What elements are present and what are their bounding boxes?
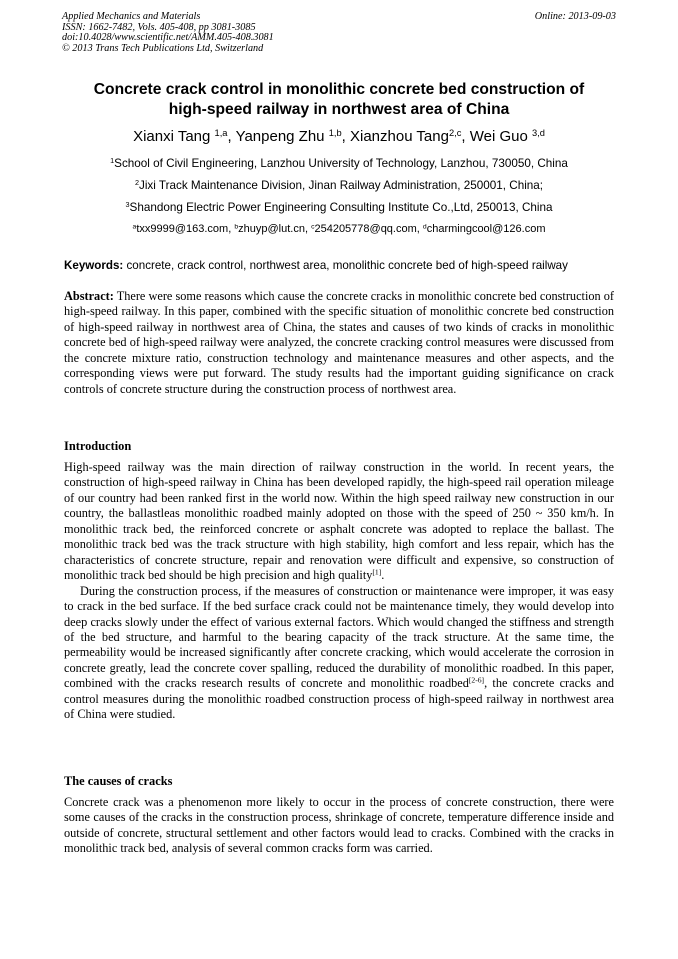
doi-line: doi:10.4028/www.scientific.net/AMM.405-408.3081 bbox=[62, 32, 274, 44]
author-name: Wei Guo bbox=[469, 128, 532, 145]
title-line-2: high-speed railway in northwest area of China bbox=[168, 101, 510, 118]
paragraph-text: High-speed railway was the main direction of railway construction in the world. In recent years, the construction of high-speed railway in China has been developed rapidly, the high-speed rail operation mileage of our country had been ranked first in the world now. Within the high speed railway new construction in our country, the ballastleas monolithic roadbed mainly adopted on those with the speed of 250 ~ 350 km/h. In monolithic track bed, the reinforced concrete or asphalt concrete was adopted to replace the ballast. The monolithic track bed was the track structure with high stability, high comfort and less repair, which has the characteristics of concrete structure, repair and renovation were difficult and expensive, so construction of monolithic track bed should be high precision and high quality bbox=[64, 460, 614, 583]
email: txx9999@163.com bbox=[136, 223, 229, 235]
journal-header bbox=[62, 12, 616, 54]
paragraph-text: , the concrete cracks and control measures during the monolithic roadbed construction process of high-speed railway in northwest area of China were studied. bbox=[64, 676, 614, 722]
keywords-label: Keywords: bbox=[64, 259, 124, 272]
affiliation-sup: 3 bbox=[125, 200, 130, 210]
introduction-paragraph-2 bbox=[64, 584, 614, 723]
author-sup: 2,c bbox=[448, 127, 462, 138]
paragraph-end: . bbox=[381, 568, 385, 583]
author-sep: , bbox=[227, 128, 236, 145]
section-heading-causes: The causes of cracks bbox=[64, 774, 173, 788]
abstract-text: There were some reasons which cause the concrete cracks in monolithic concrete bed construction of high-speed railway. In this paper, combined with the specific situation of monolithic concrete bed construction of high-speed railway in northwest area of China, the states and causes of two kinds of cracks in monolithic concrete bed of high-speed railway were analyzed, the concrete cracking control measures were discussed from the concrete mixture ratio, construction technology and maintenance measures and other aspects, and the corresponding views were put forward. The study results had the important guiding significance on crack controls of concrete structure during the construction process of northwest area. bbox=[64, 289, 614, 396]
online-date: Online: 2013-09-03 bbox=[534, 11, 616, 22]
keywords-line bbox=[64, 258, 624, 274]
email-sup: c bbox=[311, 223, 315, 231]
email: charmingcool@126.com bbox=[426, 223, 546, 235]
keywords-text: concrete, crack control, northwest area, monolithic concrete bed of high-speed railway bbox=[123, 259, 568, 272]
citation-ref: [1] bbox=[372, 567, 382, 577]
affiliation-2 bbox=[62, 178, 616, 193]
affiliation-text: Shandong Electric Power Engineering Consulting Institute Co.,Ltd, 250013, China bbox=[129, 201, 553, 214]
email-sep: , bbox=[304, 223, 312, 235]
introduction-paragraph-1 bbox=[64, 460, 614, 584]
email-sup: a bbox=[132, 223, 137, 231]
journal-name: Applied Mechanics and Materials bbox=[62, 11, 201, 22]
affiliation-sup: 2 bbox=[134, 178, 139, 188]
author-sup: 1,a bbox=[214, 127, 228, 138]
title-line-1: Concrete crack control in monolithic concrete bed construction of bbox=[93, 81, 585, 98]
author-name: Xianzhou Tang bbox=[349, 128, 449, 145]
abstract-paragraph bbox=[64, 289, 614, 397]
abstract bbox=[64, 289, 614, 397]
email-list bbox=[62, 222, 616, 237]
author-sep: , bbox=[461, 128, 470, 145]
affiliation-1 bbox=[62, 156, 616, 171]
introduction-body bbox=[64, 460, 614, 723]
paper-title bbox=[62, 80, 616, 120]
affiliation-text: School of Civil Engineering, Lanzhou University of Technology, Lanzhou, 730050, China bbox=[114, 157, 568, 170]
email-sep: , bbox=[228, 223, 235, 235]
issn-line: ISSN: 1662-7482, Vols. 405-408, pp 3081-3085 bbox=[62, 21, 256, 33]
copyright-line: © 2013 Trans Tech Publications Ltd, Switzerland bbox=[62, 42, 264, 54]
paragraph-text: During the construction process, if the measures of construction or maintenance were improper, it was easy to crack in the bed surface. If the bed surface crack could not be maintenance timely, they would develop into deep cracks slowly under the effect of various external factors. Which would changed the stiffness and strength of the bed structure, and harmful to the bearing capacity of the track structure. At the same time, the permeability would be increased significantly after concrete cracking, which would accelerate the corrosion in concrete greatly, lead the concrete cover spalling, reduced the durability of monolithic roadbed. In this paper, combined with the cracks research results of concrete and monolithic roadbed bbox=[64, 583, 614, 691]
author-name: Xianxi Tang bbox=[133, 128, 215, 145]
causes-body bbox=[64, 795, 614, 857]
causes-paragraph-1: Concrete crack was a phenomenon more likely to occur in the process of concrete construction, there were some causes of the cracks in the construction process, shrinkage of concrete, temperature difference inside and outside of concrete, structural settlement and other factors would lead to cracks. Combined with the cracks in monolithic track bed, analysis of several common cracks form was carried. bbox=[64, 795, 614, 856]
author-sup: 1,b bbox=[328, 127, 342, 138]
author-sup: 3,d bbox=[531, 127, 545, 138]
affiliation-3 bbox=[62, 200, 616, 215]
author-list bbox=[62, 127, 616, 147]
email-sep: , bbox=[416, 223, 423, 235]
email: zhuyp@lut.cn bbox=[238, 223, 305, 235]
citation-ref: [2-6] bbox=[468, 675, 485, 685]
abstract-label: Abstract: bbox=[64, 289, 114, 303]
email: 254205778@qq.com bbox=[314, 223, 417, 235]
email-sup: b bbox=[234, 223, 239, 231]
affiliation-sup: 1 bbox=[110, 156, 115, 166]
author-name: Yanpeng Zhu bbox=[235, 128, 329, 145]
section-heading-introduction: Introduction bbox=[64, 439, 132, 453]
email-sup: d bbox=[422, 223, 427, 231]
author-sep: , bbox=[341, 128, 350, 145]
affiliation-text: Jixi Track Maintenance Division, Jinan Railway Administration, 250001, China; bbox=[138, 179, 544, 192]
